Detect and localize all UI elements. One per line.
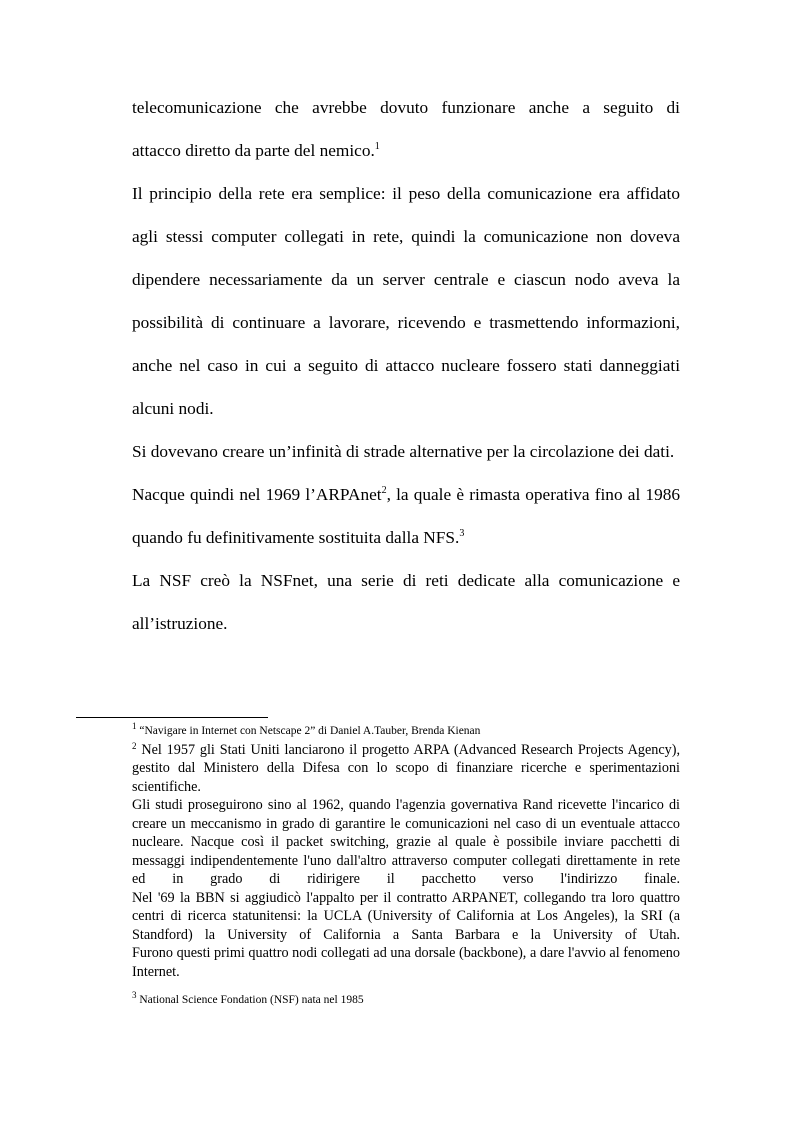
footnote-separator bbox=[76, 717, 268, 718]
footnote-3: $^3$ National Science Fondation (NSF) nata nel 1985 bbox=[132, 990, 364, 1006]
paragraph-2: Il principio della rete era semplice: il peso della comunicazione era affidato agli stessi computer collegati in rete, quindi la comunicazione non doveva dipendere necessariamente da un server centrale e ciascun nodo aveva la possibilità di continuare a lavorare, ricevendo e trasmettendo informazioni, anche nel caso in cui a seguito di attacco nucleare fossero stati danneggiati alcuni nodi. bbox=[132, 184, 680, 418]
paragraph-1-line-1: telecomunicazione che avrebbe dovuto funzionare anche a seguito di bbox=[132, 98, 680, 117]
footnote-1: $^1$ “Navigare in Internet con Netscape 2” di Daniel A.Tauber, Brenda Kienan bbox=[132, 721, 481, 737]
paragraph-4: Nacque quindi nel 1969 l’ARPAnet$^2$, la quale è rimasta operativa fino al 1986 quando fu definitivamente sostituita dalla NFS.$^3$ bbox=[132, 485, 680, 547]
paragraph-5: La NSF creò la NSFnet, una serie di reti dedicate alla comunicazione e all’istruzione. bbox=[132, 571, 680, 633]
footnote-ref-3: 3 bbox=[459, 528, 465, 539]
paragraph-1-line-2: attacco diretto da parte del nemico.$^1$ bbox=[132, 141, 380, 160]
footnote-2-para-1: $^2$ Nel 1957 gli Stati Uniti lanciarono il progetto ARPA (Advanced Research Projects Agency), gestito dal Ministero della Difesa con lo scopo di finanziare ricerche e sperimentazioni scientifiche. bbox=[132, 740, 680, 795]
footnote-2-para-3: Nel '69 la BBN si aggiudicò l'appalto per il contratto ARPANET, collegando tra loro quattro centri di ricerca statunitensi: la UCLA (University of California at Los Angeles), la SRI (a Standford) la University of California a Santa Barbara e la University of Utah. bbox=[132, 889, 680, 943]
footnote-2-para-4: Furono questi primi quattro nodi collegati ad una dorsale (backbone), a dare l'avvio al fenomeno Internet. bbox=[132, 945, 680, 980]
footnote-ref-2: 2 bbox=[381, 485, 387, 496]
footnotes bbox=[132, 722, 680, 1010]
body-text bbox=[132, 86, 680, 645]
footnote-2-para-2: Gli studi proseguirono sino al 1962, quando l'agenzia governativa Rand ricevette l'incarico di creare un meccanismo in grado di garantire le comunicazioni nel caso di un eventuale attacco nucleare. Nacque così il packet switching, grazie al quale è possibile inviare pacchetti di messaggi indipendentemente l'uno dall'altro attraverso computer collegati direttamente in rete ed in grado di ridirigere il pacchetto verso l'indirizzo finale. bbox=[132, 797, 680, 887]
paragraph-3: Si dovevano creare un’infinità di strade alternative per la circolazione dei dati. bbox=[132, 442, 675, 461]
footnote-ref-1: 1 bbox=[374, 141, 380, 152]
